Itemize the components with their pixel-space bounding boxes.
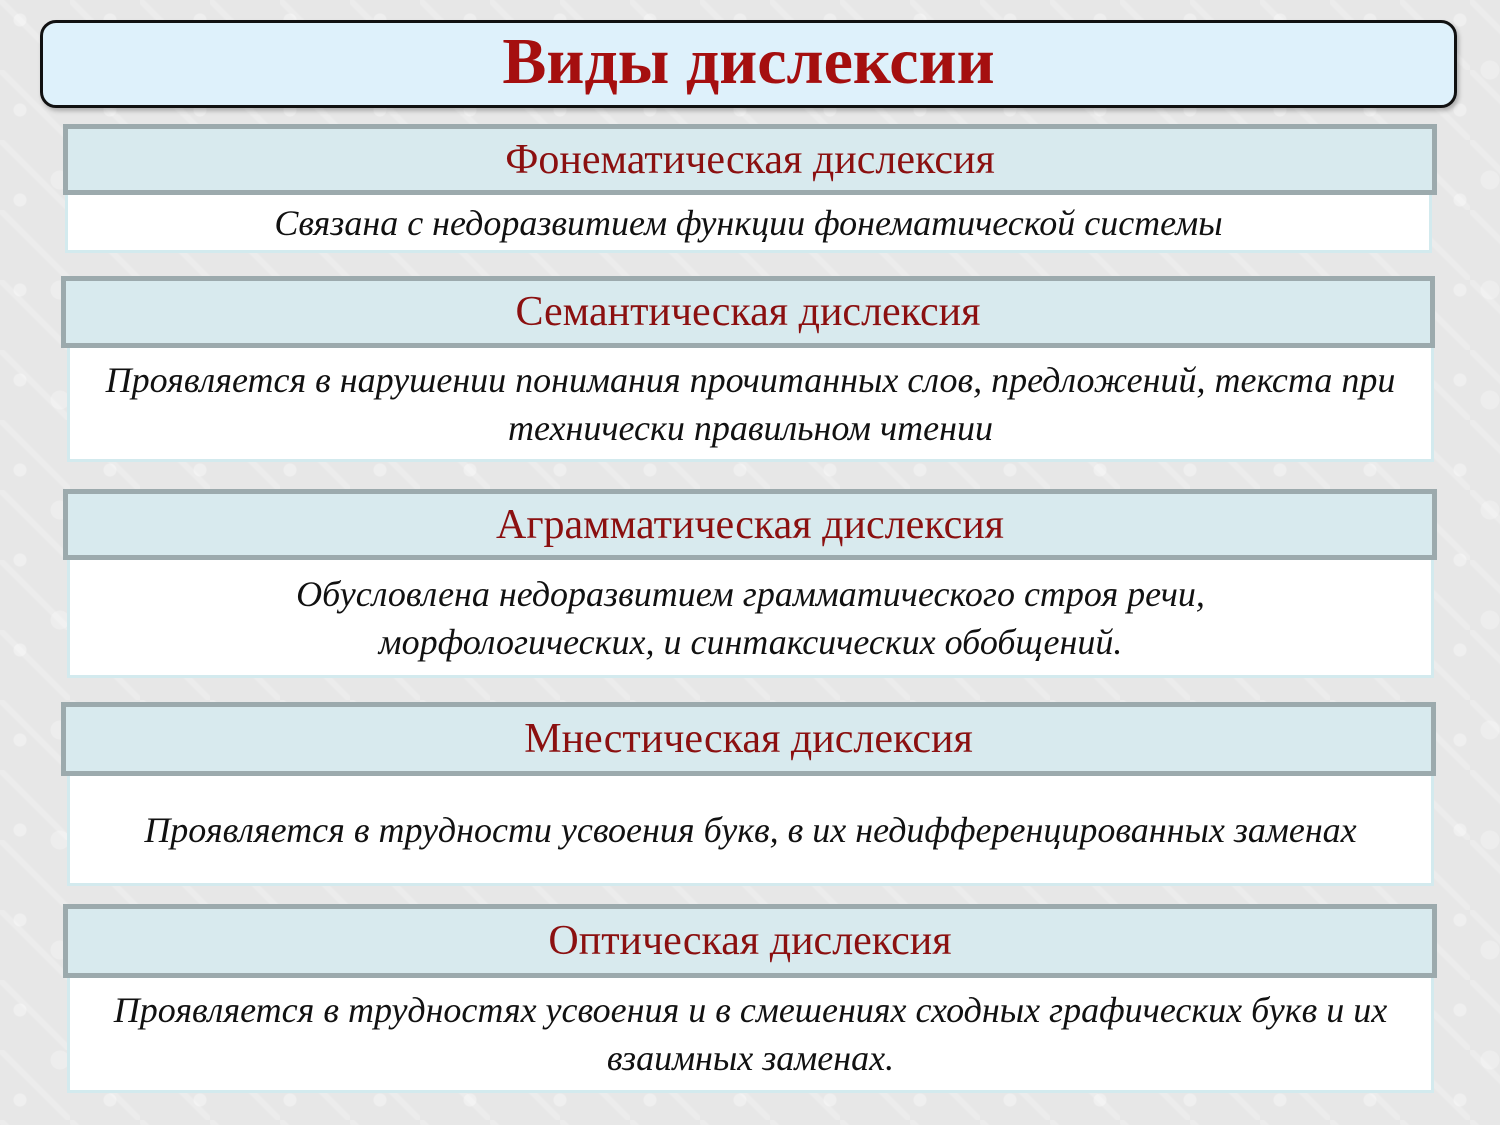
section-description-semantic bbox=[67, 348, 1434, 462]
slide-title: Виды дислексии bbox=[502, 25, 995, 98]
slide-title-box bbox=[40, 20, 1457, 108]
section-title: Оптическая дислексия bbox=[548, 918, 952, 964]
description-text: Обусловлена недоразвитием грамматического строя речи, морфологических, и синтаксических обобщений. bbox=[296, 573, 1205, 662]
section-description-optical bbox=[67, 978, 1434, 1093]
section-header-phonematic bbox=[63, 124, 1437, 195]
section-title: Мнестическая дислексия bbox=[524, 716, 973, 762]
description-text: Проявляется в трудностях усвоения и в смешениях сходных графических букв и их взаимных заменах. bbox=[113, 990, 1388, 1078]
section-title: Фонематическая дислексия bbox=[505, 136, 995, 183]
description-text: Связана с недоразвитием функции фонематической системы bbox=[274, 202, 1223, 243]
section-header-agrammatic bbox=[63, 489, 1437, 560]
section-header-semantic bbox=[61, 276, 1435, 348]
section-header-optical bbox=[63, 904, 1437, 978]
section-description-phonematic bbox=[65, 195, 1432, 253]
section-description-agrammatic bbox=[67, 560, 1434, 678]
description-text: Проявляется в нарушении понимания прочитанных слов, предложений, текста при технически правильном чтении bbox=[105, 359, 1396, 448]
section-title: Аграмматическая дислексия bbox=[495, 501, 1005, 548]
section-description-mnestic bbox=[67, 776, 1434, 886]
description-text: Проявляется в трудности усвоения букв, в их недифференцированных заменах bbox=[144, 809, 1357, 850]
section-title: Семантическая дислексия bbox=[515, 289, 981, 335]
section-header-mnestic bbox=[61, 702, 1436, 776]
